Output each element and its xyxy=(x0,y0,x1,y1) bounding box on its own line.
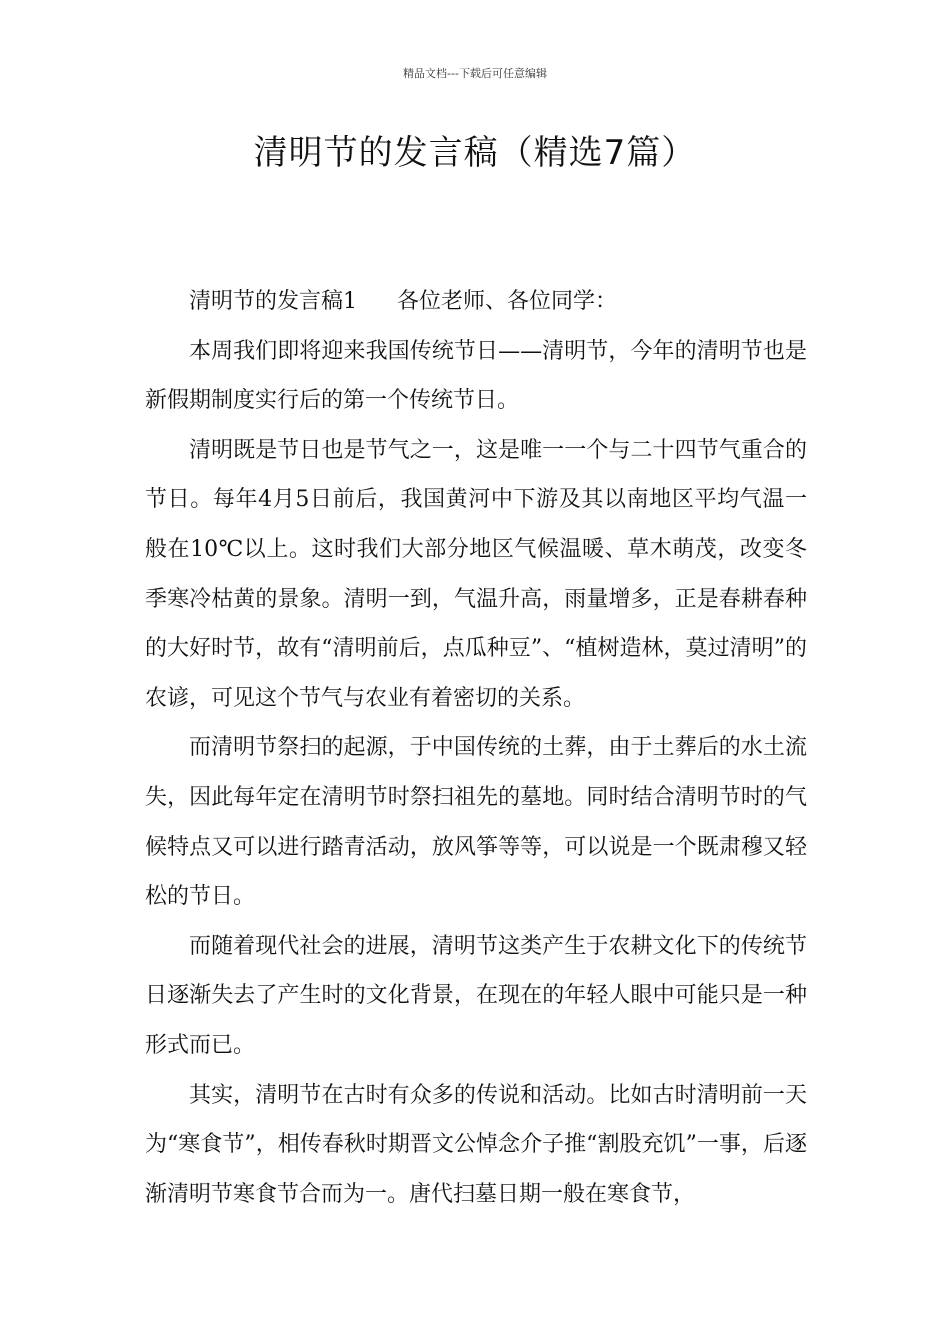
paragraph: 其实，清明节在古时有众多的传说和活动。比如古时清明前一天为“寒食节”，相传春秋时期晋文公悼念介子推“割股充饥”一事，后逐渐清明节寒食节合而为一。唐代扫墓日期一般在寒食节， xyxy=(145,1082,807,1207)
page-title: 清明节的发言稿（精选7篇） xyxy=(253,133,697,173)
paragraph: 而随着现代社会的进展，清明节这类产生于农耕文化下的传统节日逐渐失去了产生时的文化背景，在现在的年轻人眼中可能只是一种形式而已。 xyxy=(145,933,807,1058)
paragraph: 本周我们即将迎来我国传统节日——清明节，今年的清明节也是新假期制度实行后的第一个传统节日。 xyxy=(145,338,807,414)
paragraph: 清明既是节日也是节气之一，这是唯一一个与二十四节气重合的节日。每年4月5日前后，我国黄河中下游及其以南地区平均气温一般在10℃以上。这时我们大部分地区气候温暖、草木萌茂，改变冬季寒冷枯黄的景象。清明一到，气温升高，雨量增多，正是春耕春种的大好时节，故有“清明前后，点瓜种豆”、“植树造林，莫过清明”的农谚，可见这个节气与农业有着密切的关系。 xyxy=(145,437,807,711)
paragraph: 而清明节祭扫的起源，于中国传统的土葬，由于土葬后的水土流失，因此每年定在清明节时祭扫祖先的墓地。同时结合清明节时的气候特点又可以进行踏青活动，放风筝等等，可以说是一个既肃穆又轻松的节日。 xyxy=(145,735,807,910)
salutation: 各位老师、各位同学： xyxy=(397,289,618,314)
header-note: 精品文档---下载后可任意编辑 xyxy=(403,67,547,80)
section-heading: 清明节的发言稿1 xyxy=(189,289,357,314)
section-heading-line xyxy=(145,277,807,327)
document-body xyxy=(145,277,807,1219)
